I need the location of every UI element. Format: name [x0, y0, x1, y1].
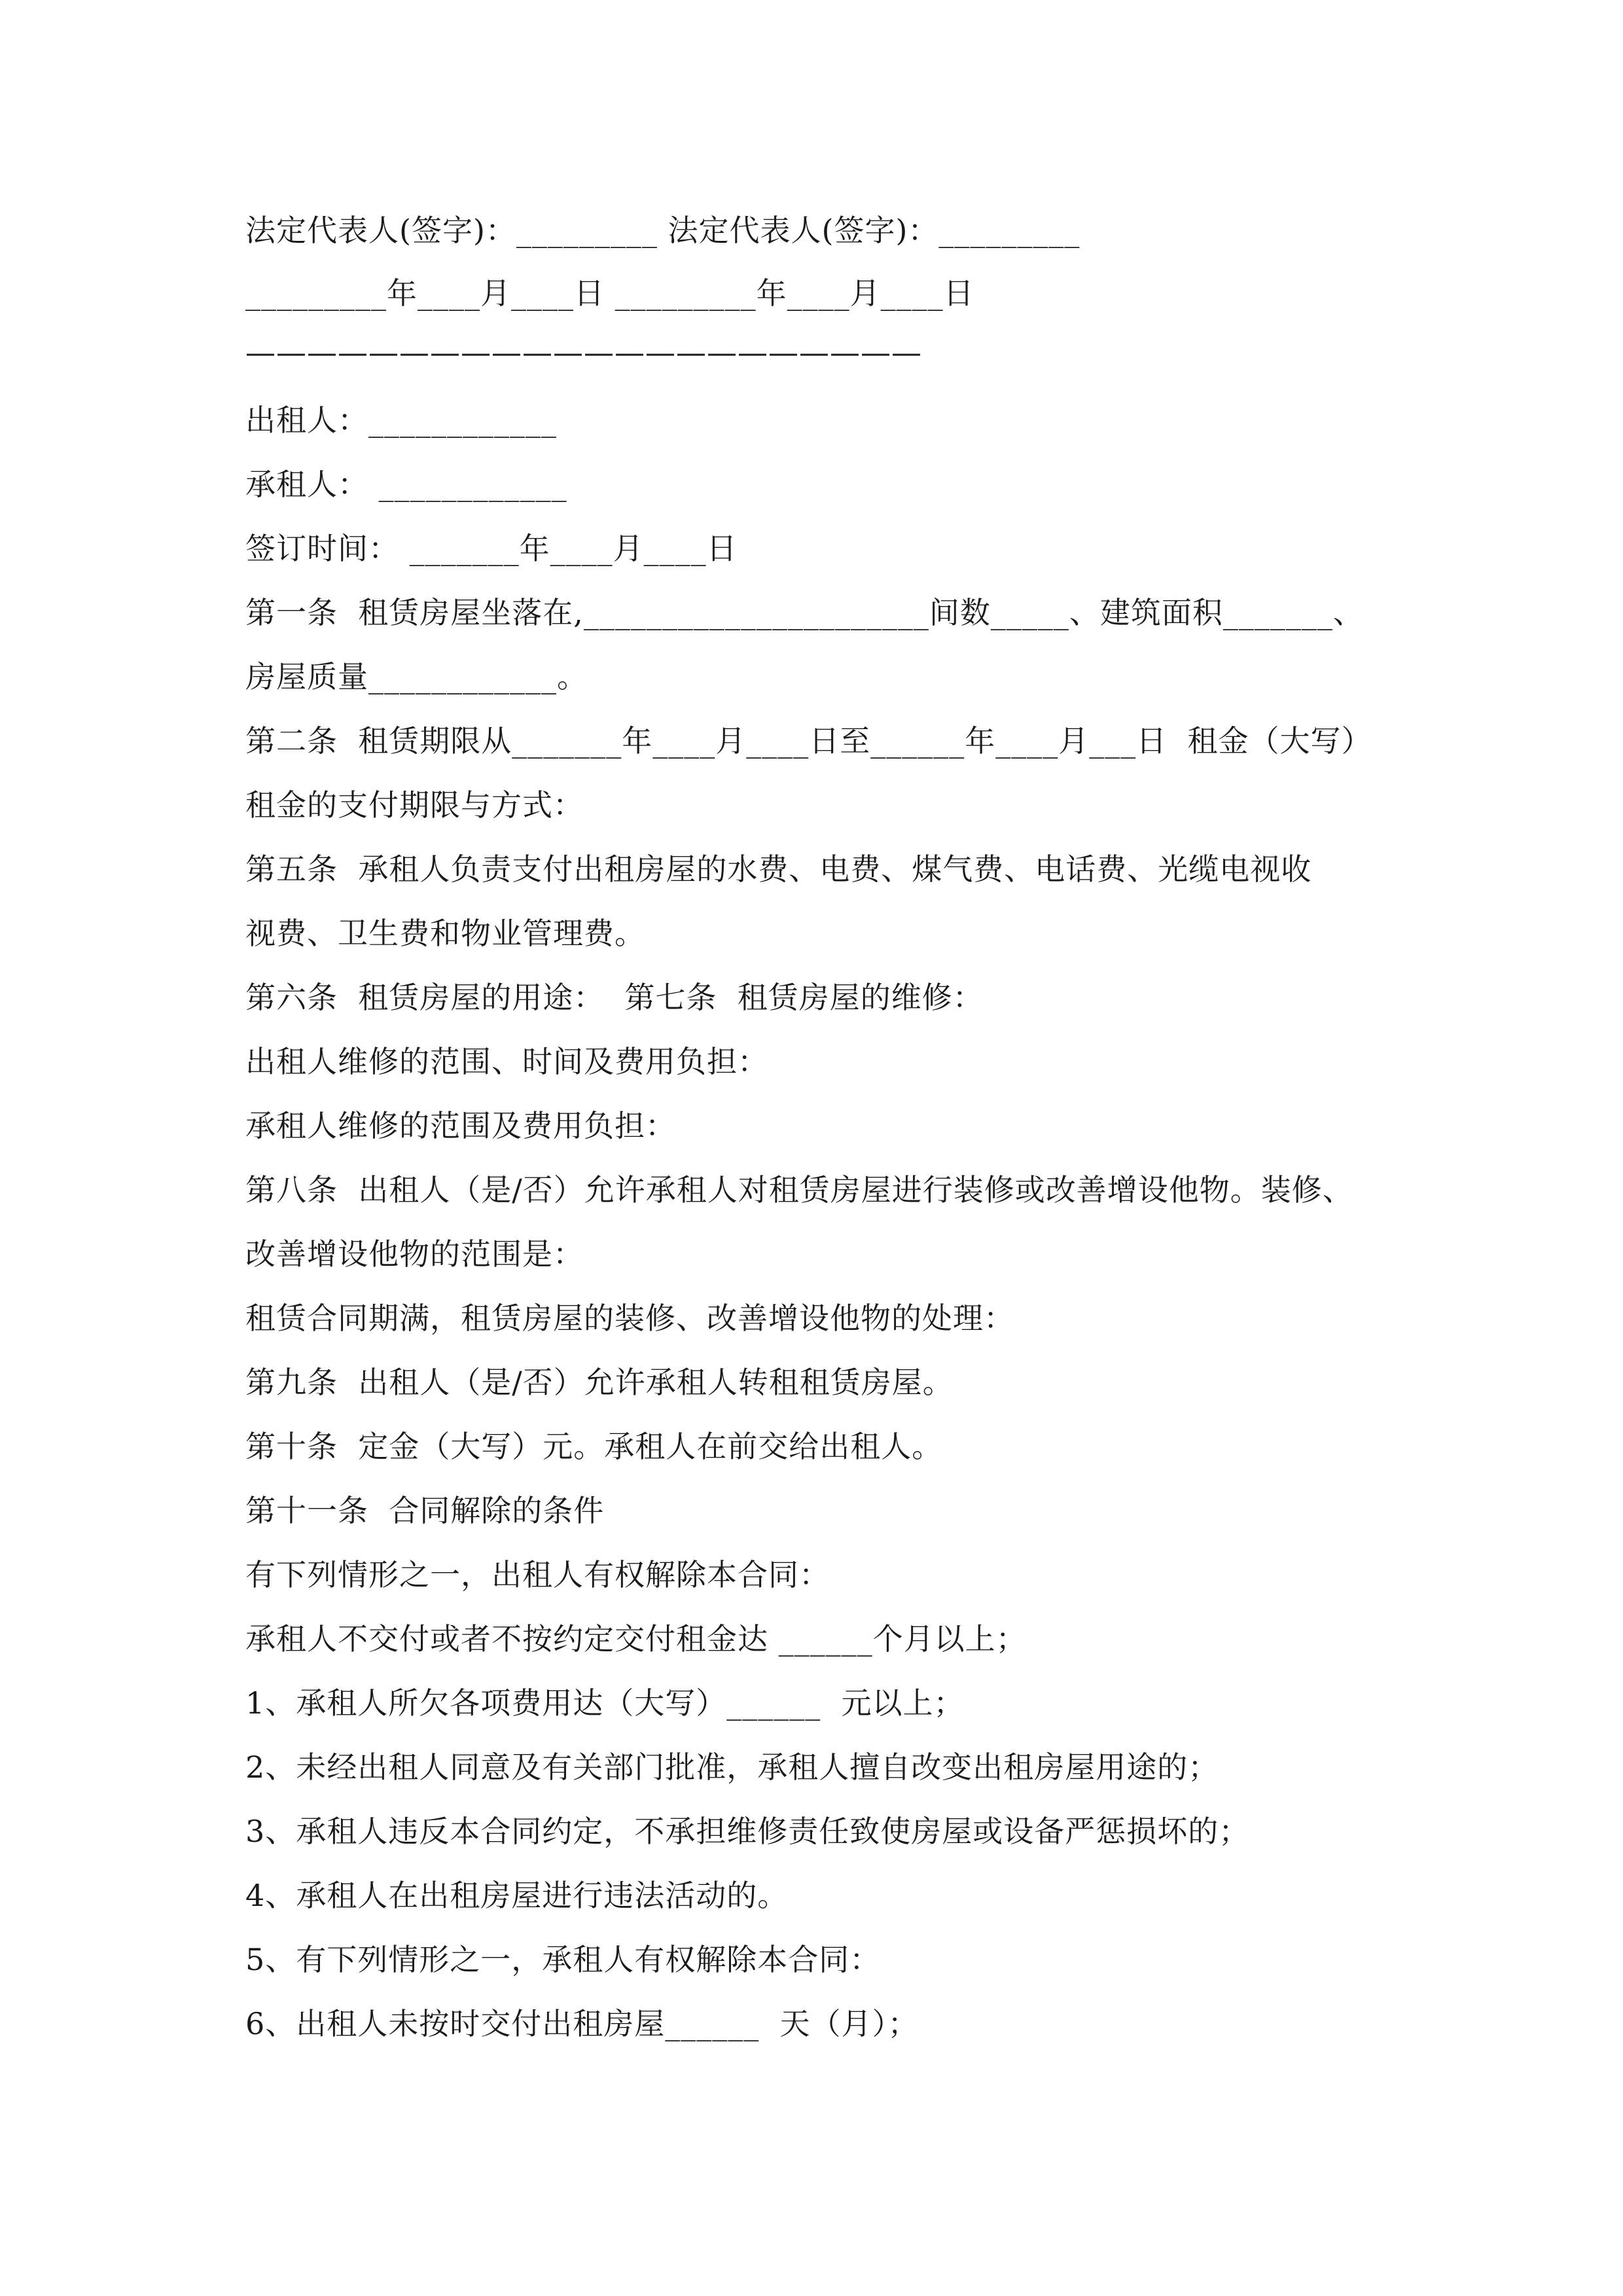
clause-2-line: 2、未经出租人同意及有关部门批准，承租人擅自改变出租房屋用途的； — [245, 1749, 1219, 1785]
clause-5-line: 5、有下列情形之一，承租人有权解除本合同： — [245, 1942, 881, 1977]
article-9-line: 第九条 出租人（是/否）允许承租人转租租赁房屋。 — [245, 1365, 954, 1400]
lessor-repair-line: 出租人维修的范围、时间及费用负担： — [245, 1044, 768, 1079]
article-2-line-2: 租金的支付期限与方式： — [245, 787, 584, 823]
article-8-line-1: 第八条 出租人（是/否）允许承租人对租赁房屋进行装修或改善增设他物。装修、 — [245, 1172, 1353, 1208]
clause-1-line: 1、承租人所欠各项费用达（大写）______ 元以上； — [245, 1685, 965, 1721]
article-1-line-1: 第一条 租赁房屋坐落在,______________________间数_____、建筑面积_______、 — [245, 595, 1364, 630]
rent-arrears-line: 承租人不交付或者不按约定交付租金达 ______个月以上； — [245, 1621, 1027, 1657]
lessor-termination-intro: 有下列情形之一，出租人有权解除本合同： — [245, 1557, 830, 1592]
signature-date-line: _________年____月____日 _________年____月____日 — [245, 276, 974, 311]
article-8-line-2: 改善增设他物的范围是： — [245, 1236, 584, 1272]
article-6-7-line: 第六条 租赁房屋的用途： 第七条 租赁房屋的维修： — [245, 980, 984, 1015]
clause-6-line: 6、出租人未按时交付出租房屋______ 天（月）； — [245, 2006, 919, 2041]
legal-rep-signature-line: 法定代表人(签字)：_________ 法定代表人(签字)：_________ — [245, 213, 1080, 248]
separator-line: —————————————————————— — [245, 334, 922, 370]
article-1-line-2: 房屋质量____________。 — [245, 659, 588, 694]
signing-date-field: 签订时间： _______年____月____日 — [245, 531, 738, 566]
article-5-line-2: 视费、卫生费和物业管理费。 — [245, 916, 645, 951]
article-5-line-1: 第五条 承租人负责支付出租房屋的水费、电费、煤气费、电话费、光缆电视收 — [245, 852, 1312, 887]
lessee-field: 承租人： ____________ — [245, 467, 567, 502]
article-11-heading: 第十一条 合同解除的条件 — [245, 1493, 605, 1528]
clause-3-line: 3、承租人违反本合同约定，不承担维修责任致使房屋或设备严惩损坏的； — [245, 1814, 1250, 1849]
clause-4-line: 4、承租人在出租房屋进行违法活动的。 — [245, 1878, 789, 1913]
article-10-line: 第十条 定金（大写）元。承租人在前交给出租人。 — [245, 1429, 943, 1464]
lessor-field: 出租人：____________ — [245, 403, 557, 438]
article-2-line-1: 第二条 租赁期限从_______年____月____日至______年____月___日 租金（大写） — [245, 723, 1372, 759]
lease-expiry-line: 租赁合同期满，租赁房屋的装修、改善增设他物的处理： — [245, 1300, 1014, 1336]
lessee-repair-line: 承租人维修的范围及费用负担： — [245, 1108, 676, 1143]
